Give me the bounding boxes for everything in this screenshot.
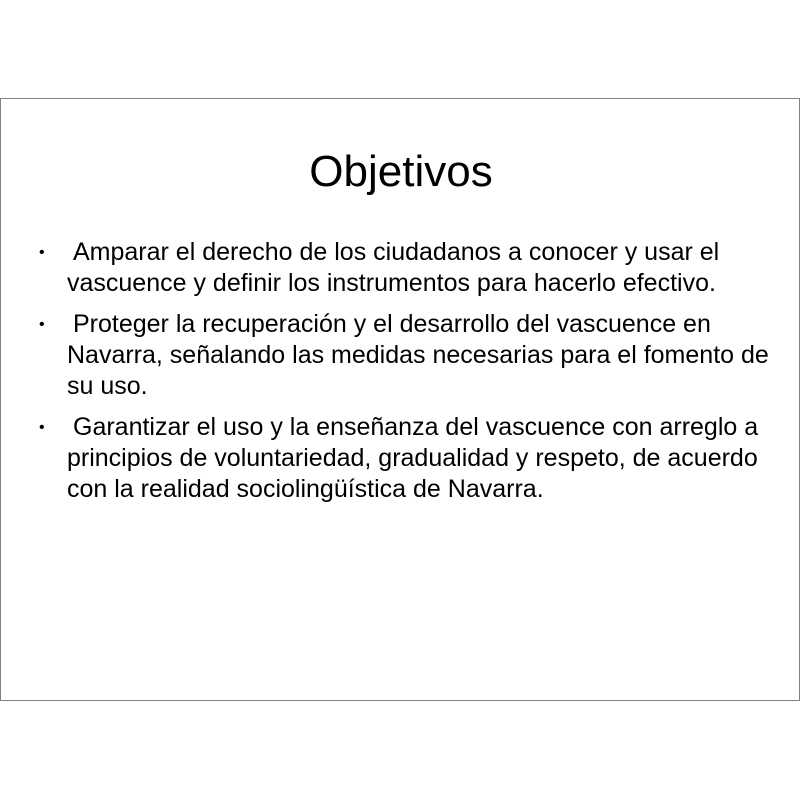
bullet-icon: • (39, 244, 45, 261)
bullet-item (1, 412, 800, 505)
bullet-text: Amparar el derecho de los ciudadanos a conocer y usar el vascuence y definir los instrumentos para hacerlo efectivo. (67, 238, 720, 297)
bullet-list (1, 237, 800, 515)
bullet-text: Proteger la recuperación y el desarrollo del vascuence en Navarra, señalando las medidas necesarias para el fomento de su uso. (67, 310, 769, 400)
bullet-text: Garantizar el uso y la enseñanza del vascuence con arreglo a principios de voluntariedad, gradualidad y respeto, de acuerdo con la realidad sociolingüística de Navarra. (67, 413, 759, 503)
bullet-item (1, 309, 800, 402)
slide (0, 98, 800, 701)
bullet-icon: • (39, 419, 45, 436)
bullet-item (1, 237, 800, 299)
bullet-icon: • (39, 316, 45, 333)
slide-title: Objetivos (309, 147, 493, 196)
